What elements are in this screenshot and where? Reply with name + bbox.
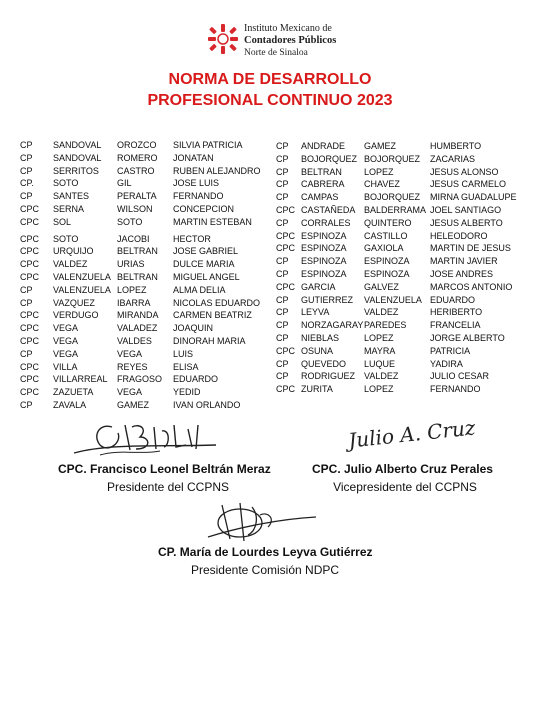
member-given-name: DINORAH MARIA xyxy=(173,335,246,346)
member-given-name: SILVIA PATRICIA xyxy=(173,140,243,150)
member-row xyxy=(20,335,270,348)
member-surname-1: VEGA xyxy=(53,323,79,334)
member-surname-1: SERNA xyxy=(53,203,85,214)
member-surname-2: OROZCO xyxy=(117,140,157,150)
member-row xyxy=(20,177,270,190)
member-title: CP xyxy=(276,332,289,343)
member-given-name: IVAN ORLANDO xyxy=(173,399,241,410)
member-given-name: JOAQUIN xyxy=(173,323,214,334)
member-given-name: ALMA DELIA xyxy=(173,284,226,295)
member-surname-2: PERALTA xyxy=(117,191,157,202)
member-given-name: EDUARDO xyxy=(430,294,476,305)
member-given-name: ELISA xyxy=(173,361,199,372)
member-surname-2: JACOBI xyxy=(117,233,150,244)
member-surname-1: ESPINOZA xyxy=(301,230,347,241)
member-given-name: CARMEN BEATRIZ xyxy=(173,310,252,321)
member-row xyxy=(20,373,270,386)
member-surname-1: SOTO xyxy=(53,178,79,189)
member-given-name: NICOLAS EDUARDO xyxy=(173,297,261,308)
member-surname-2: BOJORQUEZ xyxy=(364,192,421,203)
member-surname-1: VALENZUELA xyxy=(53,284,111,295)
member-row xyxy=(276,268,526,281)
member-given-name: JOSE GABRIEL xyxy=(173,246,239,257)
member-surname-2: MIRANDA xyxy=(117,310,159,321)
member-given-name: JULIO CESAR xyxy=(430,371,490,382)
member-row xyxy=(20,139,270,152)
org-name-line2: Contadores Públicos xyxy=(244,35,337,46)
member-title: CP xyxy=(20,348,33,359)
member-surname-2: FRAGOSO xyxy=(117,374,163,385)
member-surname-1: ZAVALA xyxy=(53,399,87,410)
member-row xyxy=(276,306,526,319)
member-title: CPC xyxy=(20,246,40,257)
signatory-1-name: CPC. Francisco Leonel Beltrán Meraz xyxy=(58,462,271,476)
member-surname-2: BALDERRAMA xyxy=(364,204,427,215)
member-surname-1: NORZAGARAY xyxy=(301,320,364,331)
member-row xyxy=(20,216,270,229)
member-surname-1: VILLA xyxy=(53,361,78,372)
member-surname-1: SANDOVAL xyxy=(53,140,102,150)
member-surname-1: SOL xyxy=(53,216,72,227)
member-surname-2: CASTRO xyxy=(117,165,155,176)
member-given-name: MIRNA GUADALUPE xyxy=(430,192,517,203)
member-title: CPC xyxy=(276,345,296,356)
member-given-name: JESUS ALONSO xyxy=(430,166,499,177)
member-surname-2: LOPEZ xyxy=(364,332,394,343)
member-title: CPC xyxy=(20,374,40,385)
member-surname-1: BELTRAN xyxy=(301,166,342,177)
member-given-name: YADIRA xyxy=(430,358,463,369)
member-surname-2: LOPEZ xyxy=(117,284,147,295)
member-row xyxy=(276,191,526,204)
member-row xyxy=(20,152,270,165)
member-surname-1: ESPINOZA xyxy=(301,268,347,279)
member-given-name: MIGUEL ANGEL xyxy=(173,271,240,282)
member-surname-2: VALDES xyxy=(117,335,152,346)
member-title: CP xyxy=(276,256,289,267)
member-title: CP xyxy=(20,152,33,163)
member-row xyxy=(20,399,270,412)
member-surname-1: ANDRADE xyxy=(301,141,346,151)
member-surname-1: VALENZUELA xyxy=(53,271,111,282)
member-given-name: MARTIN JAVIER xyxy=(430,256,498,267)
member-surname-2: MAYRA xyxy=(364,345,396,356)
member-given-name: YEDID xyxy=(173,387,201,398)
member-surname-1: SANTES xyxy=(53,191,90,202)
member-surname-2: LOPEZ xyxy=(364,384,394,395)
member-title: CPC xyxy=(276,204,296,215)
document-title-line1: NORMA DE DESARROLLO xyxy=(168,71,372,88)
member-title: CP xyxy=(276,153,289,164)
member-surname-2: ESPINOZA xyxy=(364,268,410,279)
member-title: CP xyxy=(276,141,289,151)
member-row xyxy=(276,178,526,191)
member-title: CP xyxy=(276,217,289,228)
member-surname-1: NIEBLAS xyxy=(301,332,340,343)
member-given-name: CONCEPCION xyxy=(173,203,235,214)
member-surname-2: BELTRAN xyxy=(117,246,158,257)
member-title: CP xyxy=(276,294,289,305)
member-given-name: EDUARDO xyxy=(173,374,219,385)
member-row xyxy=(20,233,270,246)
member-surname-2: SOTO xyxy=(117,216,143,227)
member-row xyxy=(20,297,270,310)
signatory-2-name: CPC. Julio Alberto Cruz Perales xyxy=(312,462,493,476)
member-surname-2: ROMERO xyxy=(117,152,158,163)
member-surname-1: VALDEZ xyxy=(53,259,88,270)
member-row xyxy=(20,309,270,322)
member-row xyxy=(276,230,526,243)
member-row xyxy=(276,358,526,371)
member-surname-1: SOTO xyxy=(53,233,79,244)
member-title: CPC xyxy=(276,230,296,241)
member-row xyxy=(20,386,270,399)
member-title: CPC xyxy=(20,203,40,214)
member-surname-2: LUQUE xyxy=(364,358,396,369)
org-name-line3: Norte de Sinaloa xyxy=(244,48,308,58)
member-given-name: JORGE ALBERTO xyxy=(430,332,505,343)
member-row xyxy=(20,258,270,271)
member-title: CP xyxy=(20,284,33,295)
member-list-right xyxy=(276,140,526,396)
member-given-name: MARTIN DE JESUS xyxy=(430,243,511,254)
member-row xyxy=(276,370,526,383)
member-given-name: RUBEN ALEJANDRO xyxy=(173,165,261,176)
signatory-2-role: Vicepresidente del CCPNS xyxy=(333,480,477,494)
member-title: CPC xyxy=(20,323,40,334)
member-row xyxy=(20,271,270,284)
member-surname-1: CAMPAS xyxy=(301,192,339,203)
member-given-name: HUMBERTO xyxy=(430,141,482,151)
member-row xyxy=(276,217,526,230)
member-given-name: FERNANDO xyxy=(430,384,481,395)
member-title: CP xyxy=(276,166,289,177)
member-row xyxy=(276,255,526,268)
institute-emblem-icon xyxy=(206,22,240,56)
member-row xyxy=(276,242,526,255)
member-title: CPC xyxy=(20,216,40,227)
member-surname-1: QUEVEDO xyxy=(301,358,347,369)
member-given-name: FERNANDO xyxy=(173,191,224,202)
member-title: CP xyxy=(276,307,289,318)
org-name-line1: Instituto Mexicano de xyxy=(244,23,332,34)
member-title: CP. xyxy=(20,178,34,189)
member-row xyxy=(20,322,270,335)
member-surname-2: VEGA xyxy=(117,348,143,359)
member-surname-1: VEGA xyxy=(53,348,79,359)
member-title: CP xyxy=(20,140,33,150)
member-surname-1: GARCIA xyxy=(301,281,336,292)
member-list-left xyxy=(20,139,270,412)
member-title: CP xyxy=(276,371,289,382)
member-title: CP xyxy=(20,297,33,308)
member-surname-1: RODRIGUEZ xyxy=(301,371,355,382)
member-surname-1: SANDOVAL xyxy=(53,152,102,163)
member-row xyxy=(20,190,270,203)
member-title: CPC xyxy=(20,387,40,398)
member-given-name: ZACARIAS xyxy=(430,153,476,164)
member-row xyxy=(276,140,526,153)
institute-logo xyxy=(206,20,346,60)
member-surname-1: VAZQUEZ xyxy=(53,297,95,308)
member-surname-2: BELTRAN xyxy=(117,271,158,282)
signature-2-handwriting: Julio A. Cruz xyxy=(347,415,477,453)
member-surname-1: ESPINOZA xyxy=(301,243,347,254)
member-given-name: DULCE MARIA xyxy=(173,259,235,270)
member-row xyxy=(276,153,526,166)
member-surname-2: CHAVEZ xyxy=(364,179,400,190)
member-row xyxy=(276,204,526,217)
member-surname-2: ESPINOZA xyxy=(364,256,410,267)
member-row xyxy=(276,166,526,179)
member-row xyxy=(276,281,526,294)
member-surname-2: GAXIOLA xyxy=(364,243,404,254)
member-surname-2: REYES xyxy=(117,361,148,372)
member-surname-2: LOPEZ xyxy=(364,166,394,177)
member-title: CPC xyxy=(20,335,40,346)
member-title: CP xyxy=(20,399,33,410)
member-surname-2: VALADEZ xyxy=(117,323,158,334)
member-surname-2: GIL xyxy=(117,178,132,189)
member-title: CP xyxy=(276,192,289,203)
member-surname-1: VILLARREAL xyxy=(53,374,108,385)
member-row xyxy=(20,245,270,258)
member-surname-2: VEGA xyxy=(117,387,143,398)
member-surname-2: BOJORQUEZ xyxy=(364,153,421,164)
signatory-1-role: Presidente del CCPNS xyxy=(106,480,230,494)
member-title: CP xyxy=(276,320,289,331)
member-title: CPC xyxy=(20,271,40,282)
member-surname-1: BOJORQUEZ xyxy=(301,153,358,164)
member-surname-2: PAREDES xyxy=(364,320,407,331)
member-title: CPC xyxy=(20,361,40,372)
member-given-name: FRANCELIA xyxy=(430,320,481,331)
member-surname-1: SERRITOS xyxy=(53,165,99,176)
signature-3-graphic xyxy=(200,497,320,552)
member-row xyxy=(20,348,270,361)
member-title: CPC xyxy=(276,281,296,292)
member-row xyxy=(20,361,270,374)
member-given-name: MARCOS ANTONIO xyxy=(430,281,513,292)
member-surname-2: GALVEZ xyxy=(364,281,399,292)
member-given-name: MARTIN ESTEBAN xyxy=(173,216,252,227)
member-given-name: JOSE ANDRES xyxy=(430,268,494,279)
member-title: CP xyxy=(276,179,289,190)
member-row xyxy=(276,294,526,307)
member-surname-2: GAMEZ xyxy=(117,399,150,410)
member-surname-1: ZURITA xyxy=(301,384,333,395)
member-surname-2: VALDEZ xyxy=(364,371,399,382)
member-surname-1: VEGA xyxy=(53,335,79,346)
member-surname-1: OSUNA xyxy=(301,345,334,356)
member-title: CP xyxy=(20,165,33,176)
member-surname-2: URIAS xyxy=(117,259,145,270)
member-given-name: HECTOR xyxy=(173,233,211,244)
member-surname-1: LEYVA xyxy=(301,307,330,318)
member-surname-1: CORRALES xyxy=(301,217,351,228)
member-surname-2: CASTILLO xyxy=(364,230,408,241)
member-row xyxy=(20,165,270,178)
member-given-name: JONATAN xyxy=(173,152,214,163)
member-row xyxy=(276,332,526,345)
member-row xyxy=(20,284,270,297)
member-given-name: JESUS ALBERTO xyxy=(430,217,503,228)
member-surname-2: VALENZUELA xyxy=(364,294,422,305)
member-surname-1: VERDUGO xyxy=(53,310,99,321)
member-given-name: JOEL SANTIAGO xyxy=(430,204,502,215)
member-given-name: PATRICIA xyxy=(430,345,471,356)
member-given-name: JOSE LUIS xyxy=(173,178,220,189)
member-given-name: HERIBERTO xyxy=(430,307,483,318)
signatory-3-role: Presidente Comisión NDPC xyxy=(190,563,340,577)
member-row xyxy=(276,345,526,358)
member-title: CPC xyxy=(276,243,296,254)
member-surname-2: GAMEZ xyxy=(364,141,397,151)
member-title: CPC xyxy=(20,233,40,244)
member-surname-2: IBARRA xyxy=(117,297,151,308)
member-row xyxy=(20,203,270,216)
member-surname-1: CASTAÑEDA xyxy=(301,204,356,215)
member-row xyxy=(276,383,526,396)
member-row xyxy=(276,319,526,332)
member-title: CPC xyxy=(276,384,296,395)
member-surname-1: CABRERA xyxy=(301,179,345,190)
member-surname-2: VALDEZ xyxy=(364,307,399,318)
member-given-name: JESUS CARMELO xyxy=(430,179,507,190)
member-given-name: HELEODORO xyxy=(430,230,488,241)
member-title: CP xyxy=(276,268,289,279)
member-surname-2: WILSON xyxy=(117,203,153,214)
document-title-line2: PROFESIONAL CONTINUO 2023 xyxy=(147,92,393,109)
member-title: CPC xyxy=(20,259,40,270)
signatory-3-name: CP. María de Lourdes Leyva Gutiérrez xyxy=(158,545,373,559)
member-surname-1: URQUIJO xyxy=(53,246,94,257)
member-title: CP xyxy=(276,358,289,369)
member-surname-1: GUTIERREZ xyxy=(301,294,354,305)
member-surname-1: ZAZUETA xyxy=(53,387,94,398)
member-title: CPC xyxy=(20,310,40,321)
member-given-name: LUIS xyxy=(173,348,194,359)
member-title: CP xyxy=(20,191,33,202)
member-surname-2: QUINTERO xyxy=(364,217,412,228)
member-surname-1: ESPINOZA xyxy=(301,256,347,267)
